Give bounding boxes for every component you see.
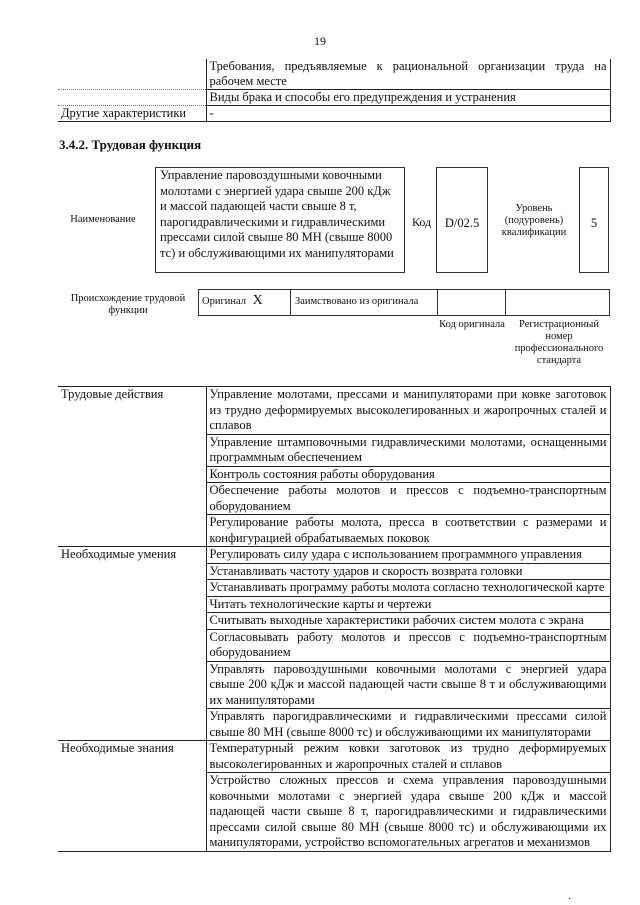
section-label: Необходимые умения (61, 547, 177, 561)
page-number: 19 (314, 34, 326, 48)
original-label: Оригинал (202, 296, 246, 307)
page-mark: · (568, 894, 572, 905)
list-item: Управлять парогидравлическими и гидравлическими прессами силой свыше 80 МН (свыше 8000 тс) и обслуживающими их манипуляторами (206, 709, 610, 741)
section-label: Трудовые действия (58, 387, 206, 435)
table-row (58, 596, 610, 613)
name-label: Наименование (70, 214, 136, 225)
table-row (58, 629, 610, 661)
section-label: Необходимые знания (61, 741, 174, 755)
table-row (58, 547, 610, 564)
table-row (58, 613, 610, 630)
table-row (58, 709, 610, 741)
function-name-box: Управление паровоздушными ковочными молотами с энергией удара свыше 200 кДж и массой падающей части свыше 8 т, парогидравлическими и гидравлическими прессами силой свыше 80 МН (свыше 8000 тс) и обслуживающими их манипуляторами (155, 167, 405, 273)
list-item: Согласовывать работу молотов и прессов с подъемно-транспортным оборудованием (206, 629, 610, 661)
list-item: Читать технологические карты и чертежи (206, 596, 610, 613)
table-row (58, 563, 610, 580)
section-title: 3.4.2. Трудовая функция (59, 137, 202, 152)
row-label (58, 59, 206, 90)
code-value: D/02.5 (436, 167, 488, 273)
table-row (58, 483, 610, 515)
table-row (58, 466, 610, 483)
table-row (58, 741, 610, 773)
borrowed-label: Заимствовано из оригинала (291, 289, 438, 316)
list-item: Управление молотами, прессами и манипуляторами при ковке заготовок из трудно деформируемых высоколегированных и жаропрочных сталей и сплавов (206, 387, 610, 435)
list-item: Регулирование работы молота, пресса в соответствии с размерами и конфигурацией обрабатываемых поковок (206, 515, 610, 547)
list-item: Контроль состояния работы оборудования (206, 466, 610, 483)
original-cell (198, 289, 291, 316)
origin-label: Происхождение трудовой функции (70, 293, 186, 316)
table-row (58, 90, 610, 106)
table-row (58, 387, 610, 435)
row-label: Другие характеристики (58, 106, 206, 122)
list-item: Управлять паровоздушными ковочными молотами с энергией удара свыше 200 кДж и массой падающей части свыше 8 т и обслуживающими их манипуляторами (206, 661, 610, 709)
table-row (58, 580, 610, 597)
list-item: Регулировать силу удара с использованием программного управления (206, 547, 610, 564)
list-item: Управление штамповочными гидравлическими молотами, оснащенными программным обеспечением (206, 434, 610, 466)
qualification-level-label: Уровень (подуровень) квалификации (501, 203, 567, 238)
list-item: Устанавливать частоту ударов и скорость возврата головки (206, 563, 610, 580)
row-value: - (206, 106, 610, 122)
table-row (58, 434, 610, 466)
list-item: Считывать выходные характеристики рабочих систем молота с экрана (206, 613, 610, 630)
row-value: Требования, предъявляемые к рациональной организации труда на рабочем месте (206, 59, 610, 90)
table-row (58, 661, 610, 709)
row-value: Виды брака и способы его предупреждения и устранения (206, 90, 610, 106)
list-item: Устройство сложных прессов и схема управления паровоздушными ковочными молотами с энергией удара свыше 200 кДж и массой падающей части свыше 8 т, парогидравлическими и гидравлическими прессами силой свыше 80 МН (свыше 8000 тс) и обслуживающими их манипуляторами, устройство вспомогательных агрегатов и механизмов (206, 773, 610, 852)
table-row (58, 59, 610, 90)
list-item: Обеспечение работы молотов и прессов с подъемно-транспортным оборудованием (206, 483, 610, 515)
code-label: Код (412, 215, 432, 229)
list-item: Устанавливать программу работы молота согласно технологической карте (206, 580, 610, 597)
table-row (58, 515, 610, 547)
table-row (58, 773, 610, 852)
qualification-level-value: 5 (579, 167, 609, 273)
original-code-caption: Код оригинала (439, 319, 505, 330)
top-characteristics-table (58, 59, 611, 122)
labor-function-table (58, 386, 611, 852)
table-row (58, 106, 610, 122)
original-code-cell (438, 289, 506, 316)
list-item: Температурный режим ковки заготовок из трудно деформируемых высоколегированных и жаропрочных сталей и сплавов (206, 741, 610, 773)
original-mark: X (252, 293, 263, 308)
row-label (58, 90, 206, 106)
registration-number-caption: Регистрационный номер профессионального стандарта (514, 319, 604, 366)
